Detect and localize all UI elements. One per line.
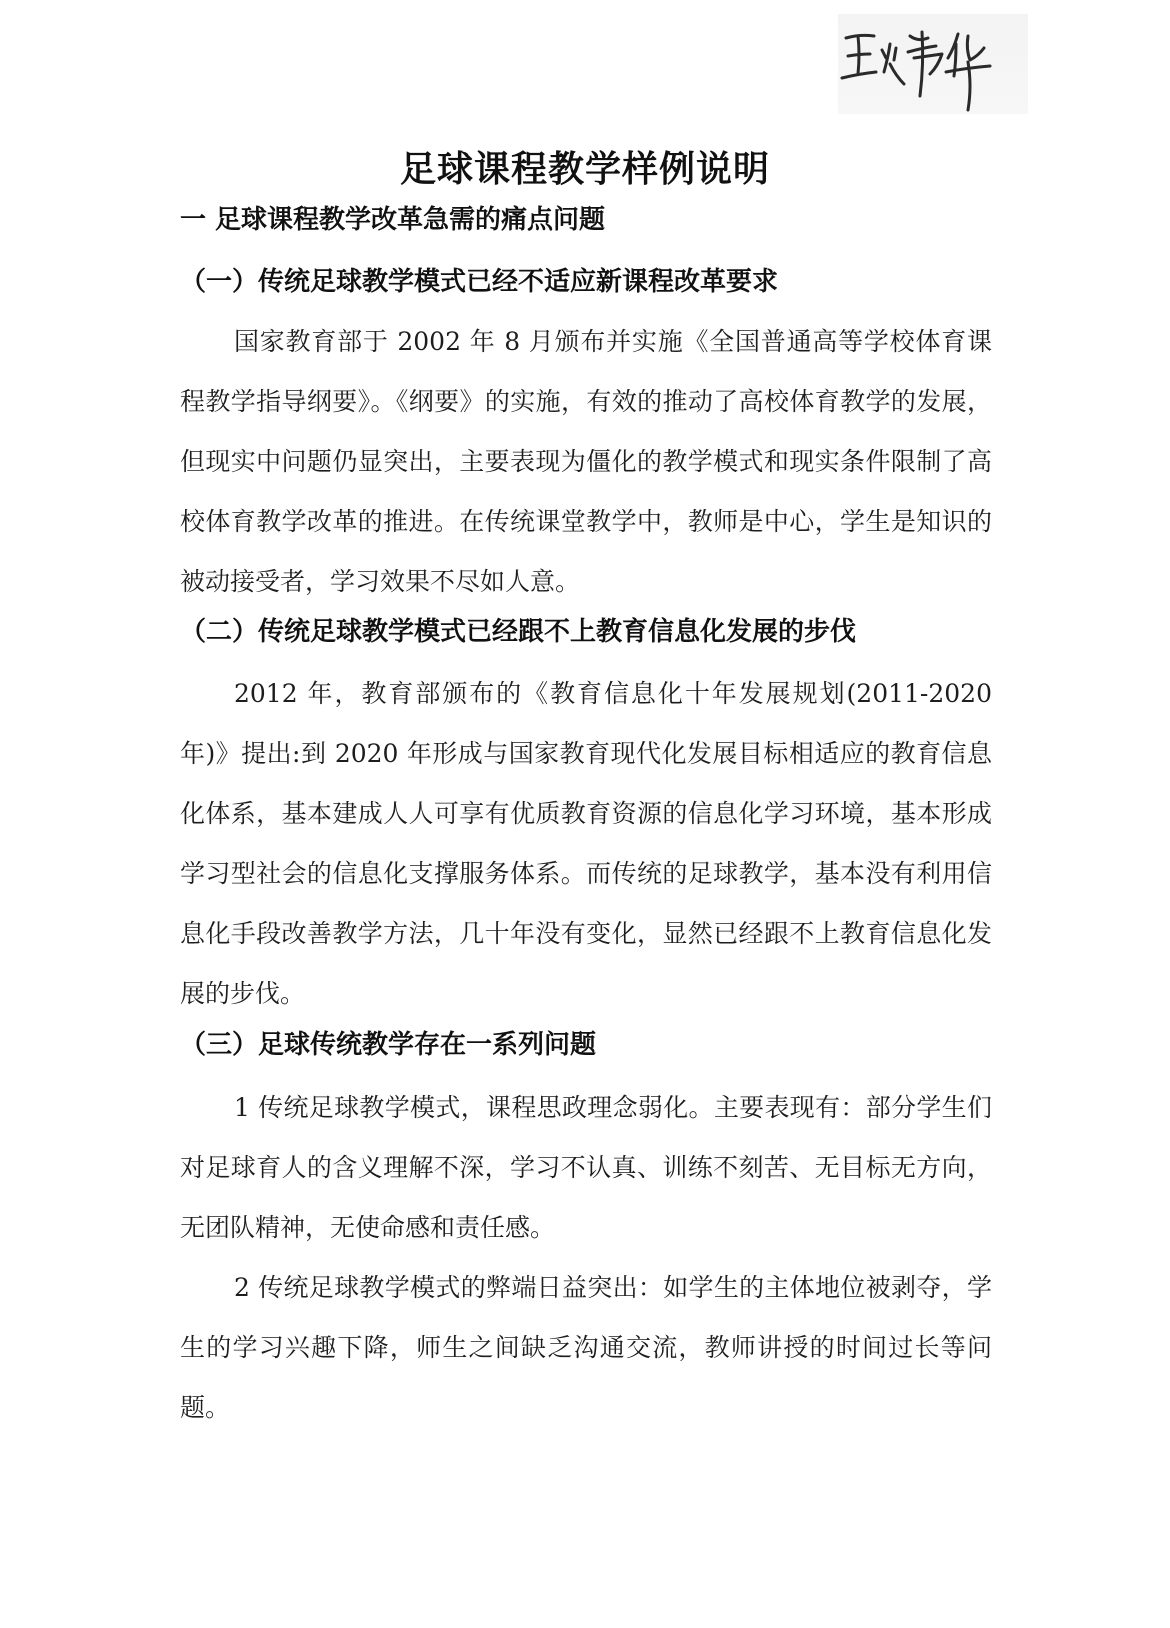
paragraph-3-point-1: 1 传统足球教学模式，课程思政理念弱化。主要表现有：部分学生们对足球育人的含义理解不深，学习不认真、训练不刻苦、无目标无方向，无团队精神，无使命感和责任感。: [180, 1093, 992, 1242]
handwritten-signature: [838, 14, 1028, 114]
paragraph-3-point-2: 2 传统足球教学模式的弊端日益突出：如学生的主体地位被剥夺，学生的学习兴趣下降，师生之间缺乏沟通交流，教师讲授的时间过长等问题。: [180, 1273, 992, 1422]
subsection-heading-3: （三）足球传统教学存在一系列问题: [180, 1030, 597, 1060]
signature-image: [838, 14, 1028, 114]
subsection-heading-2: （二）传统足球教学模式已经跟不上教育信息化发展的步伐: [180, 617, 857, 647]
subsection-heading-1: （一）传统足球教学模式已经不适应新课程改革要求: [180, 267, 779, 297]
document-title: 足球课程教学样例说明: [399, 149, 770, 190]
paragraph-1: 国家教育部于 2002 年 8 月颁布并实施《全国普通高等学校体育课程教学指导纲要》。《纲要》的实施，有效的推动了高校体育教学的发展，但现实中问题仍显突出，主要表现为僵化的教学模式和现实条件限制了高校体育教学改革的推进。在传统课堂教学中，教师是中心，学生是知识的被动接受者，学习效果不尽如人意。: [180, 327, 992, 596]
section-heading-1: 一 足球课程教学改革急需的痛点问题: [180, 205, 606, 235]
paragraph-2: 2012 年，教育部颁布的《教育信息化十年发展规划(2011-2020 年)》提出:到 2020 年形成与国家教育现代化发展目标相适应的教育信息化体系，基本建成人人可享有优质教育资源的信息化学习环境，基本形成学习型社会的信息化支撑服务体系。而传统的足球教学，基本没有利用信息化手段改善教学方法，几十年没有变化，显然已经跟不上教育信息化发展的步伐。: [180, 679, 992, 1008]
